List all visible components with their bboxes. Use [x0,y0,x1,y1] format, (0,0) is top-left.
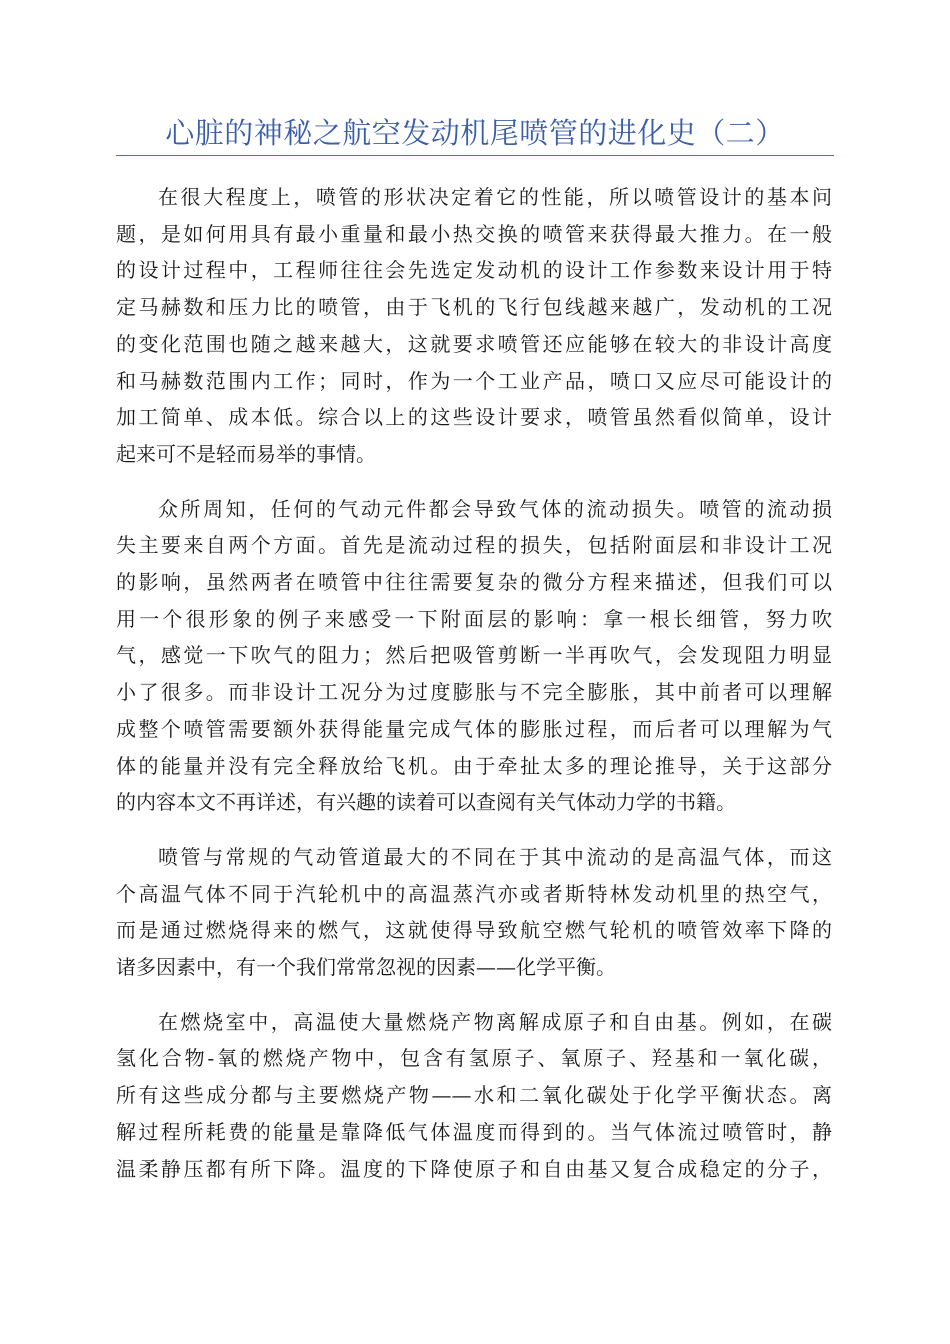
text-line: 气，感觉一下吹气的阻力；然后把吸管剪断一半再吹气，会发现阻力明显 [116,643,832,668]
text-line: 小了很多。而非设计工况分为过度膨胀与不完全膨胀，其中前者可以理解 [116,680,832,705]
text-line: 喷管与常规的气动管道最大的不同在于其中流动的是高温气体，而这 [158,844,832,869]
text-line: 在燃烧室中，高温使大量燃烧产物离解成原子和自由基。例如，在碳 [158,1009,832,1034]
text-line: 的内容本文不再详述，有兴趣的读着可以查阅有关气体动力学的书籍。 [116,790,736,815]
text-line: 在很大程度上，喷管的形状决定着它的性能，所以喷管设计的基本问 [158,185,832,209]
text-line: 成整个喷管需要额外获得能量完成气体的膨胀过程，而后者可以理解为气 [116,716,832,741]
text-line: 的影响，虽然两者在喷管中往往需要复杂的微分方程来描述，但我们可以 [116,570,832,595]
document-body [116,179,832,1205]
text-line: 起来可不是轻而易举的事情。 [116,441,376,466]
text-line: 用一个很形象的例子来感受一下附面层的影响：拿一根长细管，努力吹 [116,606,832,631]
text-line: 定马赫数和压力比的喷管，由于飞机的飞行包线越来越广，发动机的工况 [116,295,832,320]
text-line: 个高温气体不同于汽轮机中的高温蒸汽亦或者斯特林发动机里的热空气， [116,881,832,906]
text-line: 加工简单、成本低。综合以上的这些设计要求，喷管虽然看似简单，设计 [116,405,832,430]
paragraph [116,179,832,473]
paragraph [116,1004,832,1188]
paragraph [116,839,832,986]
text-line: 解过程所耗费的能量是靠降低气体温度而得到的。当气体流过喷管时，静 [116,1119,832,1144]
text-line: 的变化范围也随之越来越大，这就要求喷管还应能够在较大的非设计高度 [116,331,832,356]
text-line: 而是通过燃烧得来的燃气，这就使得导致航空燃气轮机的喷管效率下降的 [116,918,832,943]
paragraph [116,491,832,821]
text-line: 和马赫数范围内工作；同时，作为一个工业产品，喷口又应尽可能设计的 [116,368,832,393]
text-line: 所有这些成分都与主要燃烧产物——水和二氧化碳处于化学平衡状态。离 [116,1083,832,1108]
document-title: 心脏的神秘之航空发动机尾喷管的进化史（二） [165,116,785,150]
text-line: 氢化合物-氧的燃烧产物中，包含有氢原子、氧原子、羟基和一氧化碳， [116,1046,832,1071]
text-line: 失主要来自两个方面。首先是流动过程的损失，包括附面层和非设计工况 [116,533,832,558]
title-underline [116,155,834,156]
text-line: 题，是如何用具有最小重量和最小热交换的喷管来获得最大推力。在一般 [116,221,832,246]
text-line: 的设计过程中，工程师往往会先选定发动机的设计工作参数来设计用于特 [116,258,832,283]
text-line: 体的能量并没有完全释放给飞机。由于牵扯太多的理论推导，关于这部分 [116,753,832,778]
text-line: 温柔静压都有所下降。温度的下降使原子和自由基又复合成稳定的分子， [116,1156,832,1181]
text-line: 众所周知，任何的气动元件都会导致气体的流动损失。喷管的流动损 [158,496,832,521]
text-line: 诸多因素中，有一个我们常常忽视的因素——化学平衡。 [116,955,616,980]
